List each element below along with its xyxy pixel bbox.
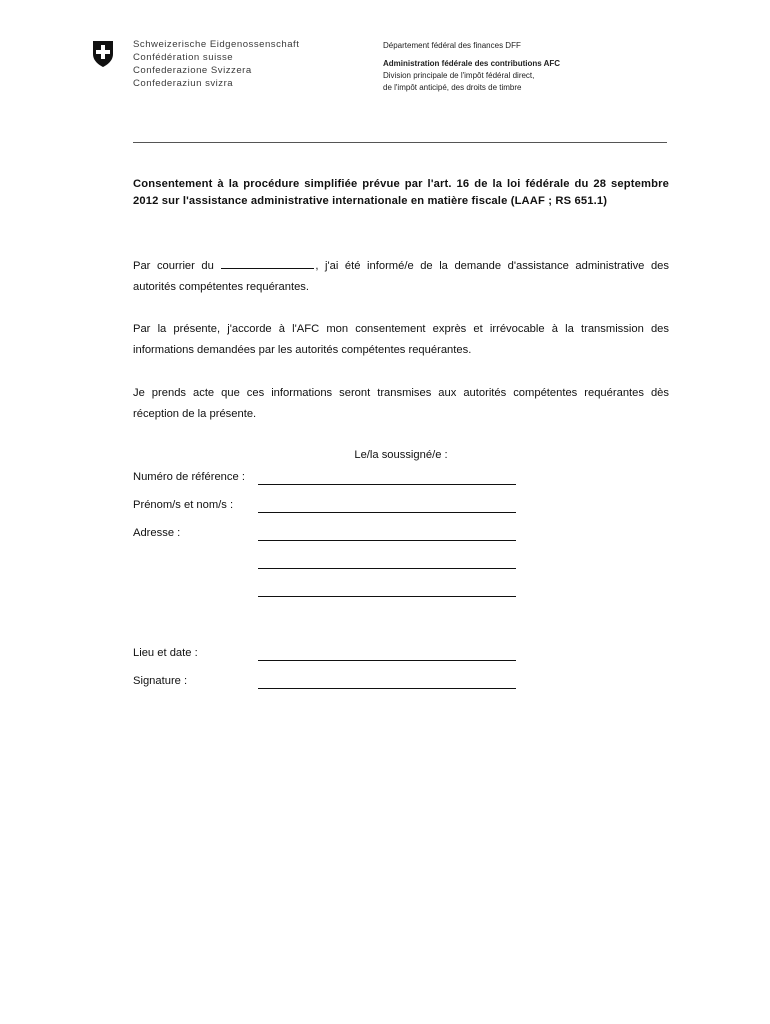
address-label: Adresse : bbox=[133, 527, 181, 539]
paragraph-notification bbox=[133, 256, 669, 298]
paragraph-consent: Par la présente, j'accorde à l'AFC mon consentement exprès et irrévocable à la transmission des informations demandées par les autorités compétentes requérantes. bbox=[133, 323, 669, 356]
confederation-name-it: Confederazione Svizzera bbox=[133, 65, 252, 76]
header-divider bbox=[133, 142, 667, 143]
paragraph-acknowledgement: Je prends acte que ces informations seront transmises aux autorités compétentes requérantes dès réception de la présente. bbox=[133, 387, 669, 420]
confederation-name-fr: Confédération suisse bbox=[133, 52, 234, 63]
place-date-field[interactable] bbox=[258, 660, 516, 661]
swiss-crest-icon bbox=[92, 40, 114, 68]
form-title: Consentement à la procédure simplifiée prévue par l'art. 16 de la loi fédérale du 28 septembre 2012 sur l'assistance administrative internationale en matière fiscale (LAAF ; RS 651.1) bbox=[133, 178, 669, 207]
address-field-line-2[interactable] bbox=[258, 568, 516, 569]
department-name: Département fédéral des finances DFF bbox=[383, 41, 521, 50]
letter-date-blank[interactable] bbox=[221, 257, 314, 269]
signature-field[interactable] bbox=[258, 688, 516, 689]
signatory-heading: Le/la soussigné/e : bbox=[354, 449, 448, 461]
paragraph-notification-start: Par courrier du bbox=[133, 260, 221, 272]
address-field-line-3[interactable] bbox=[258, 596, 516, 597]
paragraph-notification-end: , j'ai été informé/e de la demande d'assistance administrative des autorités compétentes requérantes. bbox=[133, 260, 669, 293]
signature-label: Signature : bbox=[133, 675, 188, 687]
administration-name: Administration fédérale des contributions AFC bbox=[383, 59, 561, 68]
reference-number-field[interactable] bbox=[258, 484, 516, 485]
division-line-1: Division principale de l'impôt fédéral direct, bbox=[383, 71, 535, 80]
reference-number-label: Numéro de référence : bbox=[133, 471, 245, 483]
full-name-field[interactable] bbox=[258, 512, 516, 513]
place-date-label: Lieu et date : bbox=[133, 647, 198, 659]
address-field-line-1[interactable] bbox=[258, 540, 516, 541]
full-name-label: Prénom/s et nom/s : bbox=[133, 499, 234, 511]
division-line-2: de l'impôt anticipé, des droits de timbre bbox=[383, 83, 522, 92]
confederation-name-rm: Confederaziun svizra bbox=[133, 78, 234, 89]
confederation-name-de: Schweizerische Eidgenossenschaft bbox=[133, 39, 300, 50]
